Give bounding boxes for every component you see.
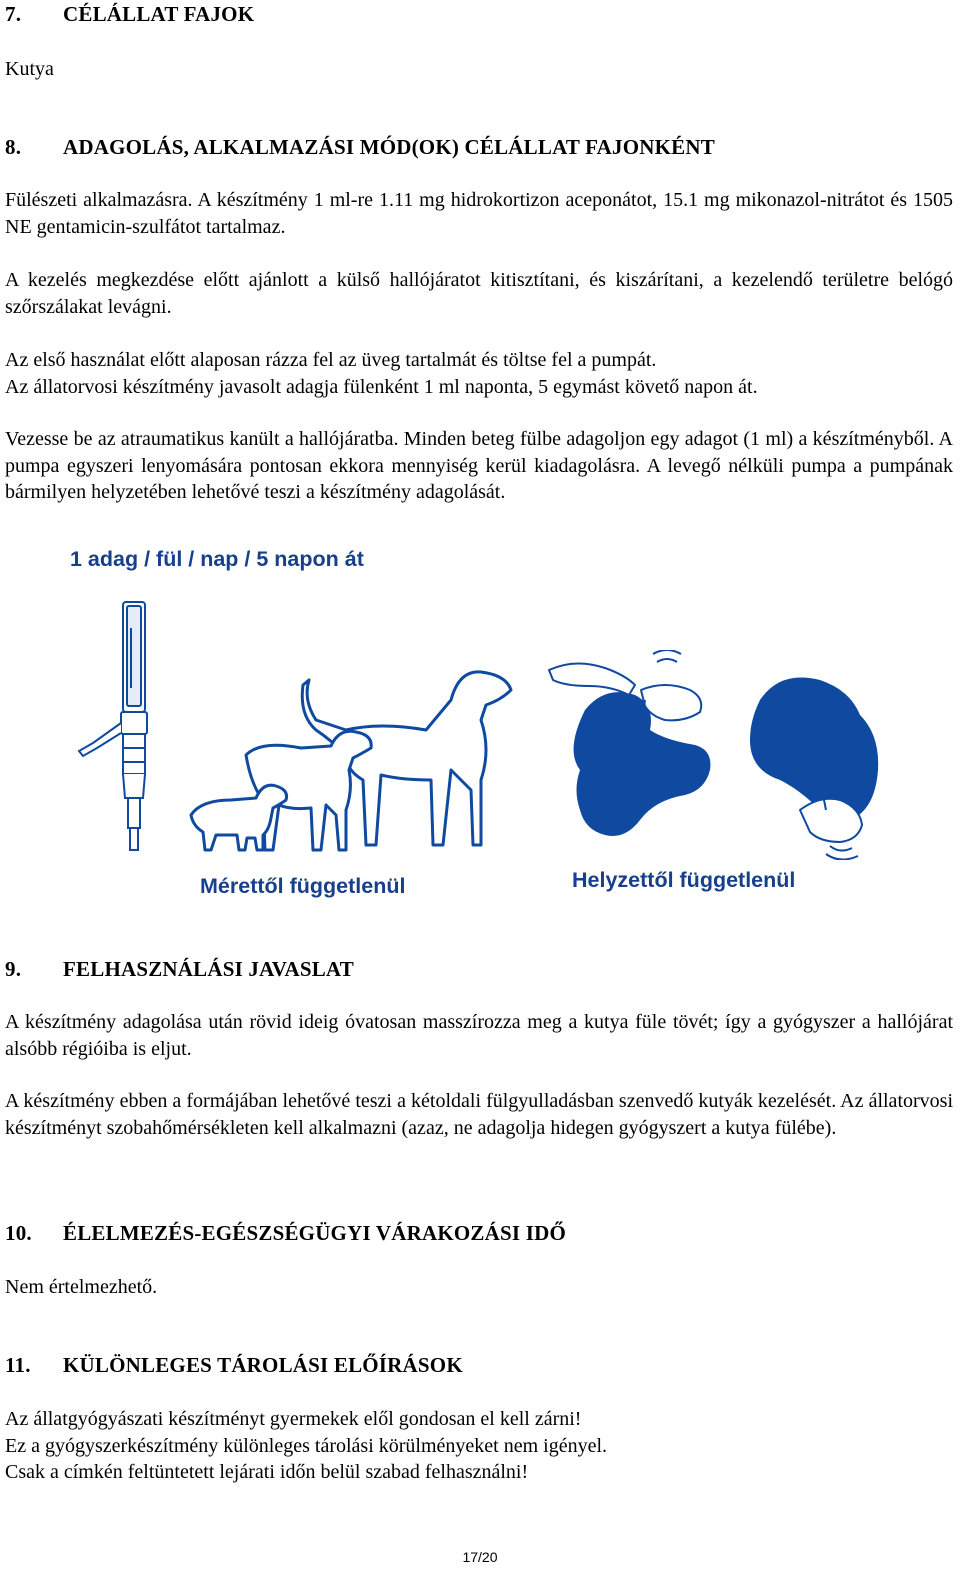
section-9-heading <box>5 957 354 982</box>
section-8-paragraph-1: Fülészeti alkalmazásra. A készítmény 1 ml-re 1.11 mg hidrokortizon aceponátot, 15.1 mg mikonazol-nitrátot és 1505 NE gentamicin-szulfátot tartalmaz. <box>5 189 953 238</box>
section-10-heading <box>5 1221 566 1246</box>
section-8-title: ADAGOLÁS, ALKALMAZÁSI MÓD(OK) CÉLÁLLAT FAJONKÉNT <box>63 135 715 159</box>
dog-ear-upside-down-icon <box>740 660 890 860</box>
section-10-body: Nem értelmezhető. <box>5 1276 158 1298</box>
section-8-paragraph-3a: Az első használat előtt alaposan rázza fel az üveg tartalmát és töltse fel a pumpát. <box>5 349 657 371</box>
position-caption: Helyzettől függetlenül <box>572 868 796 892</box>
dose-caption: 1 adag / fül / nap / 5 napon át <box>70 547 364 571</box>
section-7-number: 7. <box>5 2 22 26</box>
section-8-paragraph-2: A kezelés megkezdése előtt ajánlott a külső hallójáratot kitisztítani, és kiszárítani, a kezelendő területre belógó szőrszálakat levágni. <box>5 269 953 318</box>
section-10-title: ÉLELMEZÉS-EGÉSZSÉGÜGYI VÁRAKOZÁSI IDŐ <box>63 1221 566 1245</box>
section-11-line-2: Ez a gyógyszerkészítmény különleges tárolási körülményeket nem igényel. <box>5 1434 608 1457</box>
section-11-number: 11. <box>5 1353 31 1377</box>
dog-ear-hand-icon <box>545 650 725 850</box>
section-7-body: Kutya <box>5 58 54 80</box>
section-11-heading <box>5 1353 463 1378</box>
section-7-heading <box>5 2 254 27</box>
section-9-paragraph-2: A készítmény ebben a formájában lehetővé teszi a kétoldali fülgyulladásban szenvedő kutyák kezelését. Az állatorvosi készítményt szobahőmérsékleten kell alkalmazni (azaz, ne adagolja hidegen gyógyszert a kutya fülébe). <box>5 1090 953 1139</box>
section-8-paragraph-3b: Az állatorvosi készítmény javasolt adagja fülenként 1 ml naponta, 5 egymást követő napon át. <box>5 375 758 398</box>
section-10-number: 10. <box>5 1221 32 1245</box>
section-9-title: FELHASZNÁLÁSI JAVASLAT <box>63 957 354 981</box>
page-number: 17/20 <box>462 1549 498 1565</box>
dogs-of-sizes-icon <box>181 660 526 855</box>
section-8-paragraph-4: Vezesse be az atraumatikus kanült a hallójáratba. Minden beteg fülbe adagoljon egy adagot (1 ml) a készítményből. A pumpa egyszeri lenyomására pontosan ekkora mennyiség kerül kiadagolásra. A levegő nélküli pumpa a pumpának bármilyen helyzetében lehetővé teszi a készítmény adagolását. <box>5 428 953 503</box>
pump-bottle-icon <box>73 598 173 858</box>
section-8-heading <box>5 135 715 160</box>
size-caption: Mérettől függetlenül <box>200 874 406 898</box>
section-8-paragraph-3 <box>5 347 953 400</box>
section-11-body <box>5 1406 953 1486</box>
section-11-line-1: Az állatgyógyászati készítményt gyermekek elől gondosan el kell zárni! <box>5 1408 582 1430</box>
section-9-paragraph-1: A készítmény adagolása után rövid ideig óvatosan masszírozza meg a kutya füle tövét; így a gyógyszer a hallójárat alsóbb régióiba is eljut. <box>5 1011 953 1060</box>
section-8-number: 8. <box>5 135 22 159</box>
section-7-title: CÉLÁLLAT FAJOK <box>63 2 255 26</box>
section-11-title: KÜLÖNLEGES TÁROLÁSI ELŐÍRÁSOK <box>63 1353 463 1377</box>
section-9-number: 9. <box>5 957 22 981</box>
section-11-line-3: Csak a címkén feltüntetett lejárati időn belül szabad felhasználni! <box>5 1461 529 1483</box>
